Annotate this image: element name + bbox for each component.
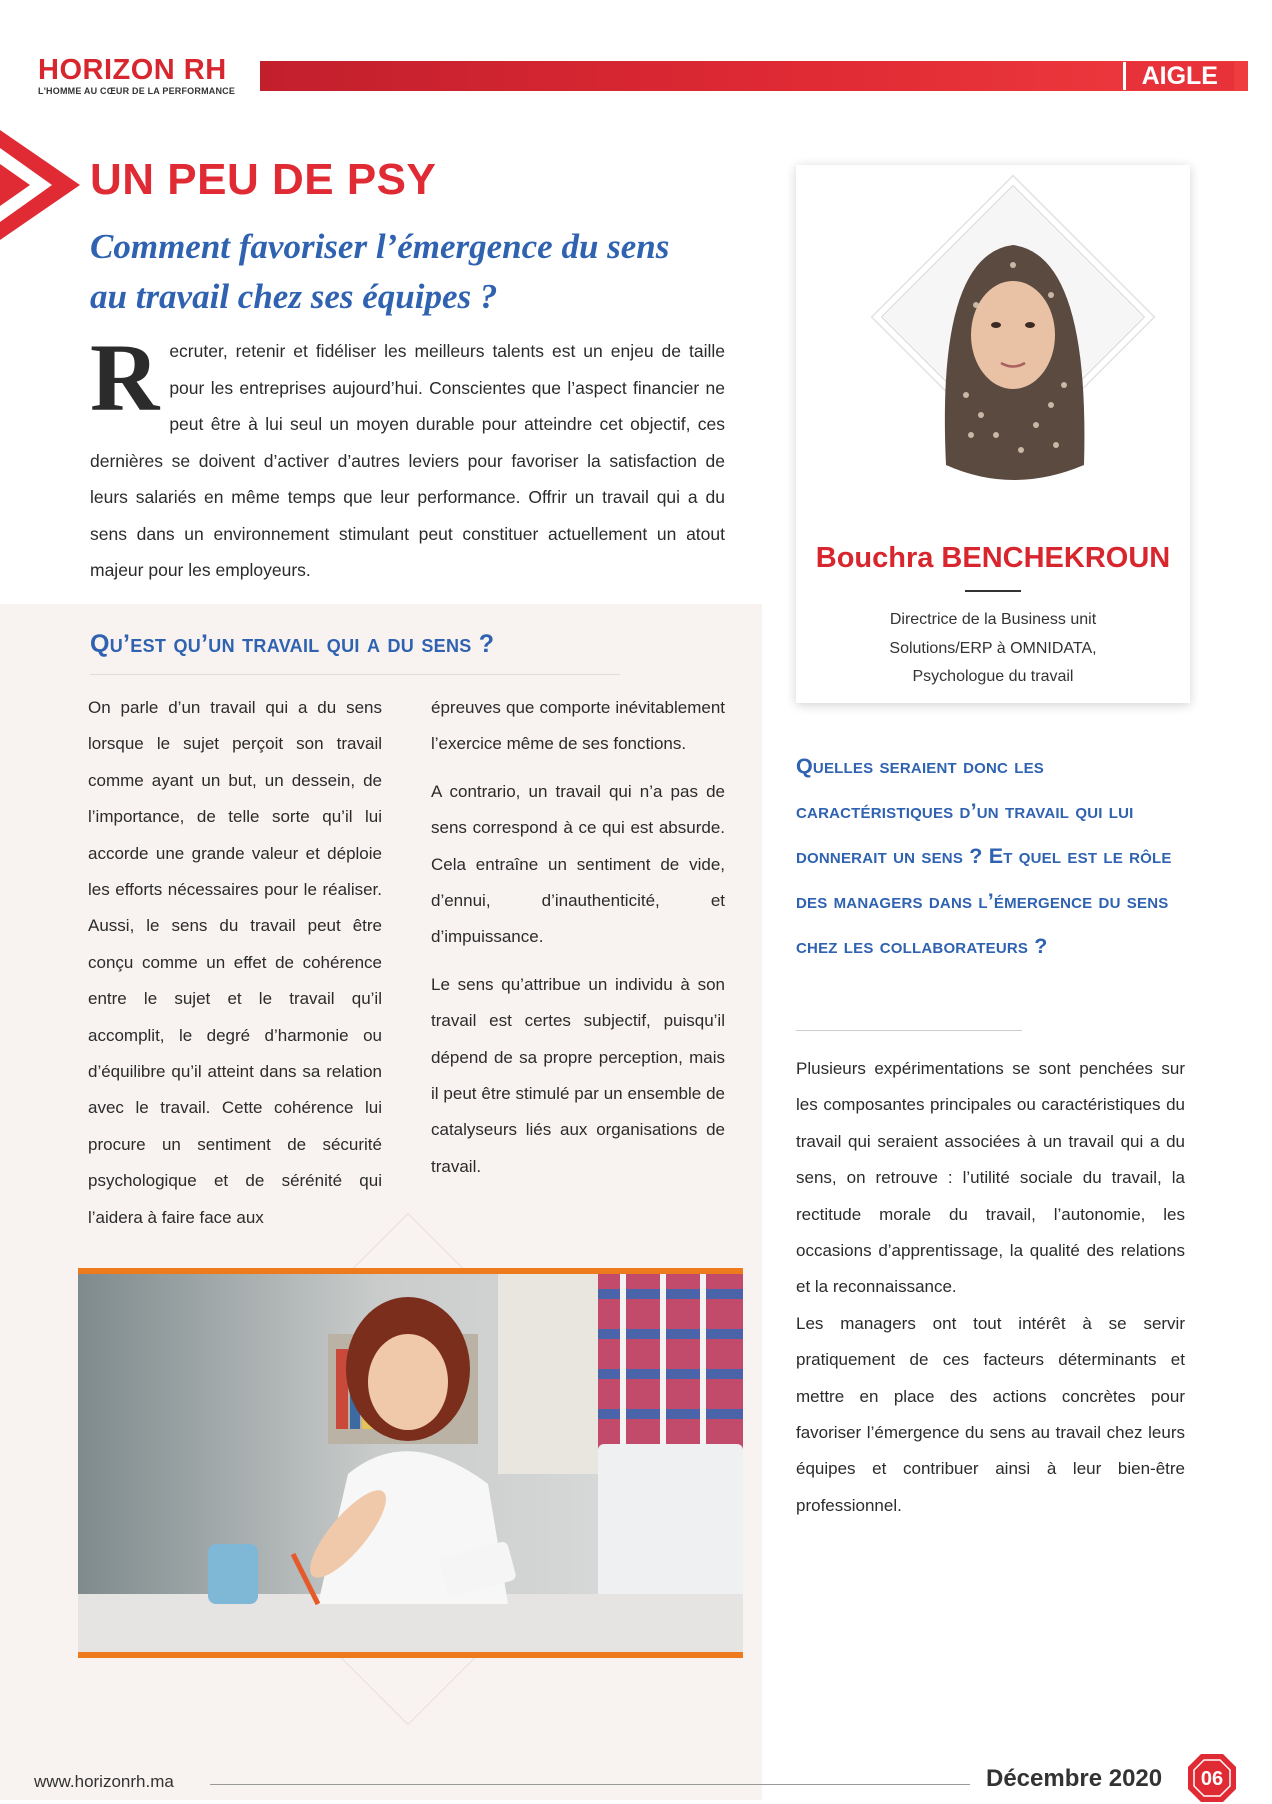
intro-text: ecruter, retenir et fidéliser les meilleurs talents est un enjeu de taille pour les entreprises aujourd’hui. Conscientes que l’aspect financier ne peut être à lui seul un moyen durable pour atteindre cet objectif, ces dernières se doivent d’activer d’autres leviers pour favoriser la satisfaction de leurs salariés en même temps que leur performance. Offrir un travail qui a du sens dans un environnement stimulant peut constituer actuellement un atout majeur pour les employeurs.	[90, 341, 725, 580]
question-heading-text: Quelles seraient donc les caractéristiques d’un travail qui lui donnerait un sens ? Et quel est le rôle des managers dans l’émergence du sens chez les collaborateurs ?	[796, 754, 1172, 958]
col2-paragraph-1: épreuves que comporte inévitablement l’exercice même de ses fonctions.	[431, 698, 725, 754]
right-paragraph-1: Plusieurs expérimentations se sont penchées sur les composantes principales ou caractéristiques du travail qui seraient associées à un travail qui a du sens, on retrouve : l’utilité sociale du travail, la rectitude morale du travail, l’autonomie, les occasions d’apprentissage, la qualité des relations et la reconnaissance.	[796, 1059, 1185, 1297]
right-paragraph-2: Les managers ont tout intérêt à se servir pratiquement de ces facteurs déterminants et mettre en place des actions concrètes pour favoriser l’émergence du sens au travail chez leurs équipes et contribuer ainsi à leur bien-être professionnel.	[796, 1313, 1185, 1515]
section-tag: AIGLE	[1123, 62, 1234, 90]
header-bar	[260, 61, 1248, 91]
col2-paragraph-3: Le sens qu’attribue un individu à son travail est certes subjectif, puisqu’il dépend de sa propre perception, mais il peut être stimulé par un ensemble de catalyseurs liés aux organisations de travail.	[431, 974, 725, 1176]
article-subtitle	[90, 222, 750, 322]
article-photo	[78, 1268, 743, 1658]
section-heading-sense	[90, 630, 494, 659]
footer-divider	[210, 1784, 970, 1785]
author-portrait	[796, 165, 1190, 545]
right-column-text	[796, 1051, 1185, 1524]
section-heading-text: Qu’est qu’un travail qui a du sens ?	[90, 630, 495, 658]
intro-paragraph	[90, 324, 725, 589]
author-name: Bouchra BENCHEKROUN	[815, 542, 1171, 574]
arrow-marker-icon	[0, 130, 90, 240]
text-column-2	[431, 690, 725, 1196]
subtitle-line-2: au travail chez ses équipes ?	[90, 277, 498, 316]
subtitle-line-1: Comment favoriser l’émergence du sens	[90, 227, 670, 266]
logo-tagline: L'HOMME AU CŒUR DE LA PERFORMANCE	[38, 86, 236, 96]
photo-illustration	[78, 1274, 743, 1652]
logo-title: HORIZON RH	[38, 54, 227, 86]
col1-paragraph: On parle d’un travail qui a du sens lorsque le sujet perçoit son travail comme ayant un but, un dessein, de l’importance, de telle sorte qu’il lui accorde une grande valeur et déploie les efforts nécessaires pour le réaliser. Aussi, le sens du travail peut être conçu comme un effet de cohérence entre le sujet et le travail qu’il accomplit, le degré d’harmonie ou d’équilibre qu’il atteint dans sa relation avec le travail. Cette cohérence lui procure un sentiment de sécurité psychologique et de sérénité qui l’aidera à faire face aux	[88, 698, 382, 1227]
question-divider	[796, 1030, 1022, 1031]
footer-website-link[interactable]: www.horizonrh.ma	[34, 1772, 174, 1791]
text-column-1	[88, 690, 382, 1247]
col2-paragraph-2: A contrario, un travail qui n’a pas de sens correspond à ce qui est absurde. Cela entraîne un sentiment de vide, d’ennui, d’inauthenticité, et d’impuissance.	[431, 781, 725, 947]
page-number: 06	[1200, 1768, 1224, 1790]
author-role-line-1: Directrice de la Business unit	[889, 611, 1097, 628]
heading-divider	[90, 674, 620, 675]
drop-cap: R	[90, 324, 160, 431]
author-name-divider	[965, 590, 1021, 592]
author-role-line-2: Solutions/ERP à OMNIDATA,	[889, 639, 1097, 657]
footer-date: Décembre 2020	[986, 1765, 1163, 1792]
author-role-line-3: Psychologue du travail	[912, 668, 1074, 685]
rubric-title: UN PEU DE PSY	[90, 155, 437, 204]
question-heading	[796, 744, 1196, 969]
author-role	[796, 606, 1190, 692]
page-number-badge	[1186, 1752, 1238, 1804]
